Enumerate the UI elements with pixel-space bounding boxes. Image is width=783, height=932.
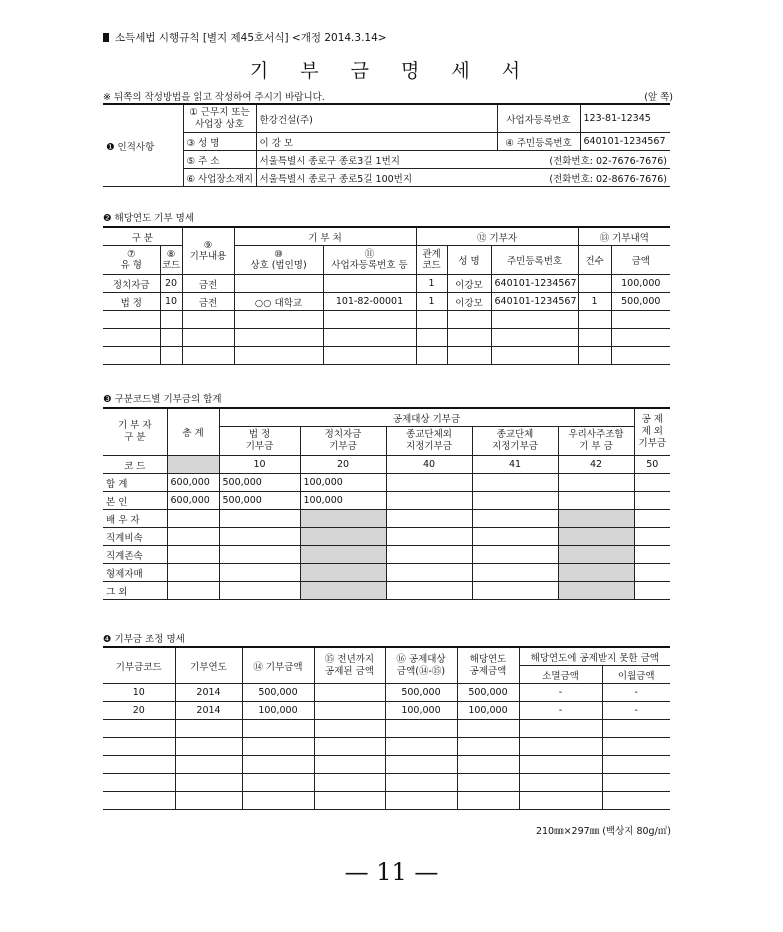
page-number: — 11 —: [344, 858, 439, 886]
donation-org-cell: [234, 311, 323, 329]
donation-rrn-cell: [491, 311, 578, 329]
header-org: 기 부 처: [234, 227, 416, 246]
adjustment-prev-cell: [314, 774, 385, 792]
biz-address-phone: (전화번호: 02-8676-7676): [549, 173, 667, 185]
summary-relig_ex-cell: [386, 474, 472, 492]
adjustment-target-cell: 500,000: [385, 684, 457, 702]
donation-rel-cell: [416, 311, 447, 329]
adjustment-table: [103, 646, 670, 810]
adjustment-prev-cell: [314, 684, 385, 702]
header-not-deducted: 해당연도에 공제받지 못한 금액: [519, 647, 670, 666]
donation-content-cell: [182, 347, 234, 365]
summary-political-cell: [300, 564, 386, 582]
instruction-note: ※ 뒤쪽의 작성방법을 읽고 작성하여 주시기 바랍니다.: [103, 92, 325, 103]
summary-union-cell: [558, 528, 634, 546]
header-excluded: 공 제 제 외 기부금: [634, 408, 670, 456]
header-year: 기부연도: [175, 647, 242, 684]
code-50: 50: [634, 456, 670, 474]
donation-row: [103, 329, 670, 347]
adjustment-curr-cell: [457, 720, 519, 738]
rrn-label: ④ 주민등록번호: [497, 133, 580, 151]
summary-relig_ex-cell: [386, 564, 472, 582]
adjustment-year-cell: [175, 720, 242, 738]
donation-row: [103, 275, 670, 293]
code-summary-table: [103, 407, 670, 600]
adjustment-amount-cell: [242, 720, 314, 738]
adjustment-year-cell: [175, 756, 242, 774]
header-org-name: ⑩ 상호 (법인명): [234, 246, 323, 275]
summary-label-cell: 본 인: [103, 492, 167, 510]
page-side: (앞 쪽): [644, 92, 673, 103]
name-value: 이 강 모: [256, 133, 497, 151]
donation-code-cell: [160, 311, 182, 329]
donation-rrn-cell: [491, 329, 578, 347]
header-political: 정치자금 기부금: [300, 427, 386, 456]
code-40: 40: [386, 456, 472, 474]
donation-row: [103, 293, 670, 311]
summary-political-cell: [300, 582, 386, 600]
summary-relig-cell: [472, 492, 558, 510]
donation-orgno-cell: [323, 329, 416, 347]
donation-rel-cell: [416, 347, 447, 365]
donation-detail-table: [103, 226, 670, 365]
biz-address-value: 서울특별시 종로구 종로5길 100번지 (전화번호: 02-8676-7676): [256, 169, 670, 187]
summary-legal-cell: [219, 528, 300, 546]
summary-legal-cell: [219, 546, 300, 564]
donation-type-cell: 정치자금: [103, 275, 160, 293]
summary-union-cell: [558, 546, 634, 564]
header-total: 총 계: [167, 408, 219, 456]
paper-spec: 210㎜×297㎜ (백상지 80g/㎡): [535, 826, 671, 837]
donation-org-cell: [234, 329, 323, 347]
summary-legal-cell: 500,000: [219, 474, 300, 492]
donation-amount-cell: [611, 311, 670, 329]
summary-relig_ex-cell: [386, 528, 472, 546]
adjustment-row: [103, 684, 670, 702]
code-total-cell: [167, 456, 219, 474]
code-10: 10: [219, 456, 300, 474]
summary-political-cell: 100,000: [300, 474, 386, 492]
summary-excl-cell: [634, 510, 670, 528]
company-value: 한강건설(주): [256, 104, 497, 133]
donation-org-cell: [234, 275, 323, 293]
adjustment-expired-cell: [519, 774, 602, 792]
adjustment-carry-cell: [602, 792, 670, 810]
summary-union-cell: [558, 510, 634, 528]
bizno-label: 사업자등록번호: [497, 104, 580, 133]
adjustment-expired-cell: [519, 720, 602, 738]
code-20: 20: [300, 456, 386, 474]
adjustment-target-cell: [385, 774, 457, 792]
adjustment-code-cell: [103, 720, 175, 738]
biz-address-label: ⑥ 사업장소재지: [183, 169, 256, 187]
summary-total-cell: [167, 564, 219, 582]
header-relig-ex: 종교단체외 지정기부금: [386, 427, 472, 456]
summary-row: [103, 564, 670, 582]
adjustment-target-cell: 100,000: [385, 702, 457, 720]
donation-org-cell: ○○ 대학교: [234, 293, 323, 311]
header-count: 건수: [578, 246, 611, 275]
donation-rrn-cell: 640101-1234567: [491, 275, 578, 293]
header-current: 해당연도 공제금액: [457, 647, 519, 684]
code-42: 42: [558, 456, 634, 474]
address-value: 서울특별시 종로구 종로3길 1번지 (전화번호: 02-7676-7676): [256, 151, 670, 169]
adjustment-curr-cell: 500,000: [457, 684, 519, 702]
summary-excl-cell: [634, 474, 670, 492]
header-donor-gubun: 기 부 자 구 분: [103, 408, 167, 456]
donation-rrn-cell: [491, 347, 578, 365]
adjustment-curr-cell: [457, 756, 519, 774]
company-label: ① 근무지 또는 사업장 상호: [183, 104, 256, 133]
summary-total-cell: [167, 528, 219, 546]
adjustment-expired-cell: [519, 792, 602, 810]
summary-label-cell: 형제자매: [103, 564, 167, 582]
summary-relig-cell: [472, 528, 558, 546]
adjustment-target-cell: [385, 738, 457, 756]
donation-count-cell: [578, 329, 611, 347]
summary-political-cell: 100,000: [300, 492, 386, 510]
adjustment-expired-cell: -: [519, 702, 602, 720]
summary-label-cell: 그 외: [103, 582, 167, 600]
summary-legal-cell: 500,000: [219, 492, 300, 510]
section2-label: ❷ 해당연도 기부 명세: [103, 213, 194, 224]
header-legal: 법 정 기부금: [219, 427, 300, 456]
donation-count-cell: [578, 311, 611, 329]
header-deductible: 공제대상 기부금: [219, 408, 634, 427]
summary-excl-cell: [634, 582, 670, 600]
donation-orgno-cell: [323, 311, 416, 329]
adjustment-amount-cell: 100,000: [242, 702, 314, 720]
header-donor-rrn: 주민등록번호: [491, 246, 578, 275]
adjustment-year-cell: [175, 774, 242, 792]
summary-union-cell: [558, 492, 634, 510]
adjustment-year-cell: [175, 738, 242, 756]
header-carryover: 이월금액: [602, 666, 670, 684]
section4-label: ❹ 기부금 조정 명세: [103, 634, 185, 645]
summary-total-cell: 600,000: [167, 492, 219, 510]
form-reference-text: 소득세법 시행규칙 [별지 제45호서식] <개정 2014.3.14>: [115, 32, 387, 44]
adjustment-prev-cell: [314, 756, 385, 774]
header-code: ⑧ 코드: [160, 246, 182, 275]
personal-info-table: [103, 103, 670, 187]
adjustment-code-cell: [103, 792, 175, 810]
header-donation-amount: ⑭ 기부금액: [242, 647, 314, 684]
donation-type-cell: 법 정: [103, 293, 160, 311]
adjustment-amount-cell: [242, 792, 314, 810]
donation-type-cell: [103, 311, 160, 329]
summary-label-cell: 직계비속: [103, 528, 167, 546]
summary-row: [103, 528, 670, 546]
adjustment-row: [103, 720, 670, 738]
adjustment-target-cell: [385, 792, 457, 810]
summary-row: [103, 474, 670, 492]
header-rel: 관계 코드: [416, 246, 447, 275]
summary-excl-cell: [634, 528, 670, 546]
header-org-no: ⑪ 사업자등록번호 등: [323, 246, 416, 275]
adjustment-code-cell: 20: [103, 702, 175, 720]
adjustment-row: [103, 756, 670, 774]
summary-political-cell: [300, 546, 386, 564]
adjustment-curr-cell: [457, 792, 519, 810]
summary-total-cell: [167, 546, 219, 564]
summary-political-cell: [300, 528, 386, 546]
adjustment-carry-cell: [602, 720, 670, 738]
adjustment-carry-cell: -: [602, 702, 670, 720]
adjustment-row: [103, 738, 670, 756]
adjustment-carry-cell: -: [602, 684, 670, 702]
donation-amount-cell: 100,000: [611, 275, 670, 293]
adjustment-row: [103, 702, 670, 720]
summary-excl-cell: [634, 492, 670, 510]
donation-amount-cell: [611, 329, 670, 347]
adjustment-code-cell: 10: [103, 684, 175, 702]
summary-relig_ex-cell: [386, 546, 472, 564]
adjustment-amount-cell: [242, 774, 314, 792]
summary-legal-cell: [219, 564, 300, 582]
summary-excl-cell: [634, 564, 670, 582]
rrn-value: 640101-1234567: [580, 133, 670, 151]
donation-name-cell: 이강모: [447, 293, 491, 311]
adjustment-year-cell: [175, 792, 242, 810]
header-content: ⑨ 기부내용: [182, 227, 234, 275]
donation-name-cell: [447, 347, 491, 365]
name-label: ③ 성 명: [183, 133, 256, 151]
summary-row: [103, 582, 670, 600]
header-donor: ⑫ 기부자: [416, 227, 578, 246]
adjustment-curr-cell: 100,000: [457, 702, 519, 720]
adjustment-prev-cell: [314, 720, 385, 738]
adjustment-carry-cell: [602, 774, 670, 792]
summary-political-cell: [300, 510, 386, 528]
adjustment-prev-cell: [314, 738, 385, 756]
bizno-value: 123-81-12345: [580, 104, 670, 133]
adjustment-target-cell: [385, 756, 457, 774]
summary-row: [103, 546, 670, 564]
adjustment-code-cell: [103, 774, 175, 792]
summary-relig-cell: [472, 546, 558, 564]
adjustment-carry-cell: [602, 756, 670, 774]
donation-content-cell: [182, 311, 234, 329]
code-41: 41: [472, 456, 558, 474]
summary-row: [103, 492, 670, 510]
donation-name-cell: 이강모: [447, 275, 491, 293]
summary-total-cell: [167, 510, 219, 528]
donation-count-cell: [578, 275, 611, 293]
address-label: ⑤ 주 소: [183, 151, 256, 169]
summary-relig_ex-cell: [386, 492, 472, 510]
adjustment-amount-cell: 500,000: [242, 684, 314, 702]
summary-total-cell: 600,000: [167, 474, 219, 492]
section3-label: ❸ 구분코드별 기부금의 합계: [103, 394, 222, 405]
summary-legal-cell: [219, 582, 300, 600]
adjustment-code-cell: [103, 738, 175, 756]
summary-label-cell: 직계존속: [103, 546, 167, 564]
section1-label: ❶ 인적사항: [103, 104, 183, 187]
adjustment-row: [103, 774, 670, 792]
adjustment-curr-cell: [457, 774, 519, 792]
adjustment-expired-cell: -: [519, 684, 602, 702]
adjustment-expired-cell: [519, 738, 602, 756]
summary-relig-cell: [472, 582, 558, 600]
donation-type-cell: [103, 347, 160, 365]
donation-rel-cell: 1: [416, 275, 447, 293]
adjustment-prev-cell: [314, 792, 385, 810]
summary-relig_ex-cell: [386, 582, 472, 600]
summary-relig-cell: [472, 510, 558, 528]
adjustment-code-cell: [103, 756, 175, 774]
header-amount: 금액: [611, 246, 670, 275]
header-type: ⑦ 유 형: [103, 246, 160, 275]
header-gubun: 구 분: [103, 227, 182, 246]
donation-content-cell: 금전: [182, 275, 234, 293]
summary-legal-cell: [219, 510, 300, 528]
donation-name-cell: [447, 329, 491, 347]
donation-rel-cell: [416, 329, 447, 347]
donation-rrn-cell: 640101-1234567: [491, 293, 578, 311]
adjustment-prev-cell: [314, 702, 385, 720]
header-prev-deducted: ⑮ 전년까지 공제된 금액: [314, 647, 385, 684]
summary-relig-cell: [472, 474, 558, 492]
donation-type-cell: [103, 329, 160, 347]
code-row-label: 코 드: [103, 456, 167, 474]
header-union: 우리사주조합 기 부 금: [558, 427, 634, 456]
donation-amount-cell: 500,000: [611, 293, 670, 311]
donation-row: [103, 347, 670, 365]
summary-label-cell: 배 우 자: [103, 510, 167, 528]
donation-count-cell: [578, 347, 611, 365]
donation-name-cell: [447, 311, 491, 329]
form-reference: [103, 30, 387, 45]
donation-amount-cell: [611, 347, 670, 365]
donation-orgno-cell: 101-82-00001: [323, 293, 416, 311]
adjustment-year-cell: 2014: [175, 684, 242, 702]
header-relig: 종교단체 지정기부금: [472, 427, 558, 456]
summary-relig-cell: [472, 564, 558, 582]
adjustment-curr-cell: [457, 738, 519, 756]
adjustment-target-cell: [385, 720, 457, 738]
header-donation-code: 기부금코드: [103, 647, 175, 684]
adjustment-expired-cell: [519, 756, 602, 774]
donation-content-cell: [182, 329, 234, 347]
summary-total-cell: [167, 582, 219, 600]
document-title: 기 부 금 명 세 서: [249, 60, 534, 82]
adjustment-carry-cell: [602, 738, 670, 756]
summary-row: [103, 510, 670, 528]
summary-union-cell: [558, 474, 634, 492]
header-target: ⑯ 공제대상 금액(⑭-⑮): [385, 647, 457, 684]
adjustment-amount-cell: [242, 756, 314, 774]
donation-orgno-cell: [323, 347, 416, 365]
donation-rel-cell: 1: [416, 293, 447, 311]
donation-code-cell: 20: [160, 275, 182, 293]
donation-org-cell: [234, 347, 323, 365]
summary-label-cell: 합 계: [103, 474, 167, 492]
donation-content-cell: 금전: [182, 293, 234, 311]
summary-excl-cell: [634, 546, 670, 564]
summary-union-cell: [558, 582, 634, 600]
donation-code-cell: 10: [160, 293, 182, 311]
donation-code-cell: [160, 347, 182, 365]
header-donor-name: 성 명: [447, 246, 491, 275]
header-expired: 소멸금액: [519, 666, 602, 684]
donation-row: [103, 311, 670, 329]
donation-orgno-cell: [323, 275, 416, 293]
donation-code-cell: [160, 329, 182, 347]
summary-relig_ex-cell: [386, 510, 472, 528]
header-detail: ⑬ 기부내역: [578, 227, 670, 246]
summary-union-cell: [558, 564, 634, 582]
adjustment-row: [103, 792, 670, 810]
adjustment-year-cell: 2014: [175, 702, 242, 720]
donation-count-cell: 1: [578, 293, 611, 311]
address-phone: (전화번호: 02-7676-7676): [549, 155, 667, 167]
adjustment-amount-cell: [242, 738, 314, 756]
